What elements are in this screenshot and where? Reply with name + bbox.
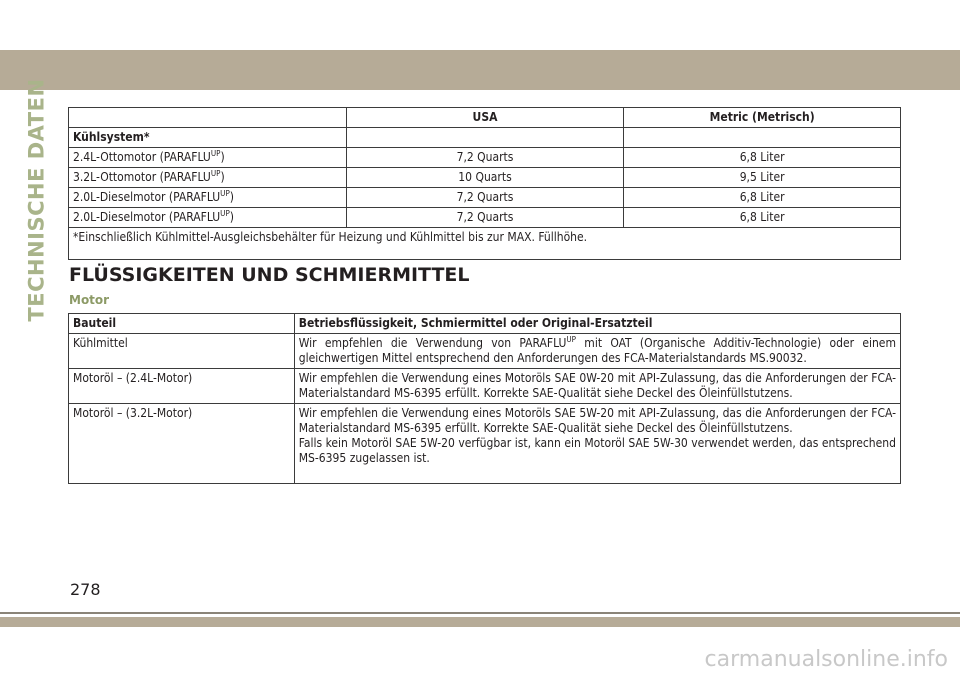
table-row	[69, 404, 901, 484]
footer-band	[0, 617, 960, 627]
page-number: 278	[70, 580, 101, 599]
description-cell: Wir empfehlen die Verwendung von $PARAFLU^{UP}$ mit OAT (Organische Additiv-Technologie) oder einem gleichwertigen Mittel entsprechend den Anforderungen des FCA-Materialstandards MS.90032.	[294, 334, 900, 369]
section-row	[69, 128, 901, 148]
table-header-row	[69, 314, 901, 334]
table-row	[69, 369, 901, 404]
metric-cell: 6,8 Liter	[624, 208, 901, 228]
engine-cell: 2.0L-Dieselmotor $(PARAFLU^{UP})$	[69, 208, 347, 228]
footnote-row	[69, 228, 901, 260]
description-cell: Wir empfehlen die Verwendung eines Motoröls SAE 0W-20 mit API-Zulassung, das die Anforderungen der FCA-Materialstandard MS-6395 erfüllt. Korrekte SAE-Qualität siehe Deckel des Öleinfüllstutzens.	[294, 369, 900, 404]
section-title: FLÜSSIGKEITEN UND SCHMIERMITTEL	[69, 264, 470, 286]
metric-cell: 9,5 Liter	[624, 168, 901, 188]
side-tab-label: TECHNISCHE DATEN	[25, 77, 49, 322]
subsection-title: Motor	[69, 293, 110, 307]
metric-cell: 6,8 Liter	[624, 188, 901, 208]
header-cell-part: Bauteil	[69, 314, 295, 334]
table-row	[69, 188, 901, 208]
header-cell-fluid: Betriebsflüssigkeit, Schmiermittel oder Original-Ersatzteil	[294, 314, 900, 334]
coolant-capacity-table	[68, 107, 901, 260]
part-cell: Kühlmittel	[69, 334, 295, 369]
description-cell: Wir empfehlen die Verwendung eines Motoröls SAE 5W-20 mit API-Zulassung, das die Anforderungen der FCA-Materialstandard MS-6395 erfüllt. Korrekte SAE-Qualität siehe Deckel des Öleinfüllstutzens. Falls kein Motoröl SAE 5W-20 verfügbar ist, kann ein Motoröl SAE 5W-30 verwendet werden, das entsprechend MS-6395 zugelassen ist.	[294, 404, 900, 484]
table-row	[69, 168, 901, 188]
table-row	[69, 334, 901, 369]
side-tab	[22, 77, 52, 322]
table-header-row	[69, 108, 901, 128]
table-row	[69, 148, 901, 168]
usa-cell: 10 Quarts	[346, 168, 624, 188]
table-row	[69, 208, 901, 228]
usa-cell: 7,2 Quarts	[346, 148, 624, 168]
part-cell: Motoröl – (3.2L-Motor)	[69, 404, 295, 484]
fluids-table	[68, 313, 901, 484]
usa-cell: 7,2 Quarts	[346, 208, 624, 228]
metric-cell: 6,8 Liter	[624, 148, 901, 168]
header-cell-usa: USA	[346, 108, 624, 128]
footnote: *Einschließlich Kühlmittel-Ausgleichsbehälter für Heizung und Kühlmittel bis zur MAX. Füllhöhe.	[69, 228, 901, 260]
watermark: carmanualsonline.info	[704, 647, 948, 672]
header-cell-empty	[69, 108, 347, 128]
header-band	[0, 50, 960, 90]
section-label: Kühlsystem*	[69, 128, 347, 148]
usa-cell: 7,2 Quarts	[346, 188, 624, 208]
footer-rule	[0, 612, 960, 614]
engine-cell: 2.0L-Dieselmotor $(PARAFLU^{UP})$	[69, 188, 347, 208]
part-cell: Motoröl – (2.4L-Motor)	[69, 369, 295, 404]
engine-cell: 3.2L-Ottomotor $(PARAFLU^{UP})$	[69, 168, 347, 188]
header-cell-metric: Metric (Metrisch)	[624, 108, 901, 128]
engine-cell: 2.4L-Ottomotor $(PARAFLU^{UP})$	[69, 148, 347, 168]
